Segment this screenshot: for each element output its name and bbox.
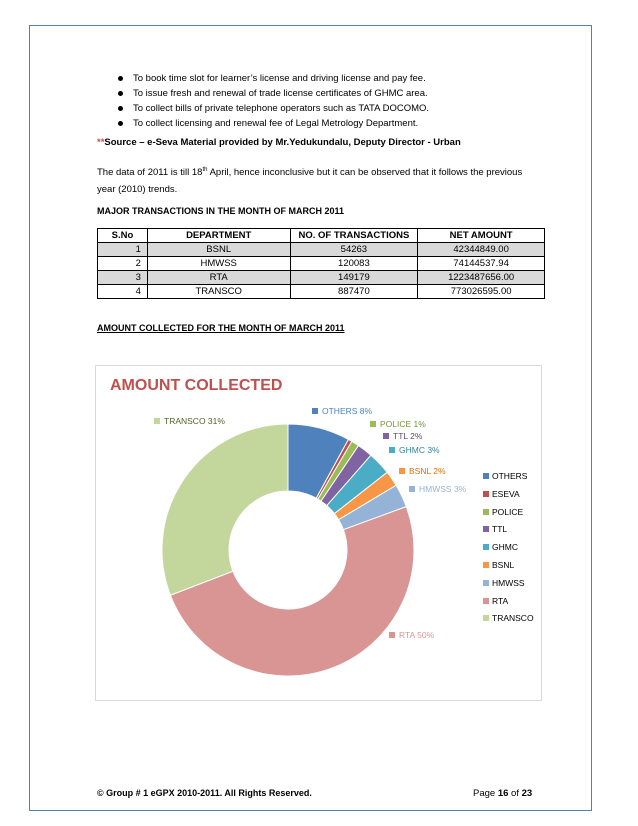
cell-department: TRANSCO	[147, 285, 290, 299]
cell-transactions: 149179	[290, 271, 418, 285]
cell-department: HMWSS	[147, 257, 290, 271]
legend-label: HMWSS	[492, 577, 525, 588]
data-label-swatch-police	[370, 421, 376, 427]
legend-item-others	[483, 470, 534, 488]
slice-transco	[162, 424, 288, 595]
table-row	[98, 257, 545, 271]
legend-label: TTL	[492, 524, 508, 535]
source-stars: **	[97, 137, 105, 148]
cell-transactions: 54263	[290, 243, 418, 257]
legend-swatch	[483, 615, 489, 621]
data-label-swatch-hmwss	[409, 486, 415, 492]
header-transactions: NO. OF TRANSACTIONS	[290, 229, 418, 243]
cell-sno: 2	[98, 257, 148, 271]
data-label-others: OTHERS 8%	[322, 406, 373, 416]
data-label-swatch-transco	[154, 418, 160, 424]
data-label-bsnl: BSNL 2%	[409, 466, 446, 476]
legend-label: GHMC	[492, 542, 518, 553]
header-department: DEPARTMENT	[147, 229, 290, 243]
bullet-item: To issue fresh and renewal of trade license certificates of GHMC area.	[118, 86, 429, 101]
transactions-table	[97, 228, 545, 299]
bullet-dot-icon	[118, 121, 123, 126]
cell-sno: 3	[98, 271, 148, 285]
data-label-ghmc: GHMC 3%	[399, 445, 440, 455]
source-text: Source – e-Seva Material provided by Mr.Yedukundalu, Deputy Director - Urban	[104, 137, 461, 148]
legend-label: ESEVA	[492, 488, 520, 499]
legend-item-bsnl	[483, 559, 534, 577]
chart-legend	[483, 470, 534, 630]
data-label-transco: TRANSCO 31%	[164, 416, 225, 426]
legend-item-rta	[483, 595, 534, 613]
legend-label: RTA	[492, 595, 509, 606]
source-note	[97, 137, 461, 148]
header-sno: S.No	[98, 229, 148, 243]
data-label-swatch-others	[312, 408, 318, 414]
table-row	[98, 243, 545, 257]
cell-transactions: 887470	[290, 285, 418, 299]
data-label-swatch-bsnl	[399, 468, 405, 474]
transactions-heading: MAJOR TRANSACTIONS IN THE MONTH OF MARCH 2011	[97, 206, 345, 216]
cell-sno: 4	[98, 285, 148, 299]
data-label-swatch-ghmc	[389, 447, 395, 453]
legend-label: TRANSCO	[492, 613, 534, 624]
legend-swatch	[483, 491, 489, 497]
legend-swatch	[483, 580, 489, 586]
bullet-dot-icon	[118, 106, 123, 111]
legend-swatch	[483, 562, 489, 568]
legend-swatch	[483, 598, 489, 604]
bullet-item: To collect licensing and renewal fee of Legal Metrology Department.	[118, 116, 429, 131]
cell-sno: 1	[98, 243, 148, 257]
data-label-swatch-rta	[389, 632, 395, 638]
bullet-item: To book time slot for learner’s license and driving license and pay fee.	[118, 71, 429, 86]
cell-net-amount: 1223487656.00	[418, 271, 545, 285]
footer-copyright: © Group # 1 eGPX 2010-2011. All Rights Reserved.	[97, 788, 312, 798]
amount-collected-chart	[95, 365, 542, 701]
table-row	[98, 285, 545, 299]
data-label-hmwss: HMWSS 3%	[419, 484, 467, 494]
header-net-amount: NET AMOUNT	[418, 229, 545, 243]
table-row	[98, 271, 545, 285]
legend-label: OTHERS	[492, 471, 528, 481]
data-note-paragraph: The data of 2011 is till 18th April, hence inconclusive but it can be observed that it follows the previous year (2010) trends.	[97, 167, 523, 196]
legend-label: POLICE	[492, 506, 524, 517]
data-label-police: POLICE 1%	[380, 419, 426, 429]
amount-collected-heading: AMOUNT COLLECTED FOR THE MONTH OF MARCH 2011	[97, 323, 345, 333]
data-label-ttl: TTL 2%	[393, 431, 423, 441]
footer-page-number: Page 16 of 23	[473, 788, 533, 799]
legend-item-eseva	[483, 488, 534, 506]
legend-swatch	[483, 473, 489, 479]
legend-item-transco	[483, 612, 534, 630]
cell-net-amount: 74144537.94	[418, 257, 545, 271]
legend-item-ttl	[483, 523, 534, 541]
bullet-dot-icon	[118, 91, 123, 96]
service-bullet-list	[118, 71, 429, 131]
legend-item-ghmc	[483, 541, 534, 559]
legend-item-police	[483, 506, 534, 524]
chart-title: AMOUNT COLLECTED	[110, 377, 283, 394]
cell-net-amount: 773026595.00	[418, 285, 545, 299]
cell-transactions: 120083	[290, 257, 418, 271]
data-label-swatch-ttl	[383, 433, 389, 439]
cell-department: RTA	[147, 271, 290, 285]
legend-swatch	[483, 509, 489, 515]
legend-label: BSNL	[492, 559, 515, 570]
cell-department: BSNL	[147, 243, 290, 257]
legend-swatch	[483, 526, 489, 532]
donut-chart	[96, 366, 543, 702]
legend-swatch	[483, 544, 489, 550]
bullet-dot-icon	[118, 76, 123, 81]
bullet-item: To collect bills of private telephone operators such as TATA DOCOMO.	[118, 101, 429, 116]
cell-net-amount: 42344849.00	[418, 243, 545, 257]
table-header-row	[98, 229, 545, 243]
data-label-rta: RTA 50%	[399, 630, 435, 640]
legend-item-hmwss	[483, 577, 534, 595]
